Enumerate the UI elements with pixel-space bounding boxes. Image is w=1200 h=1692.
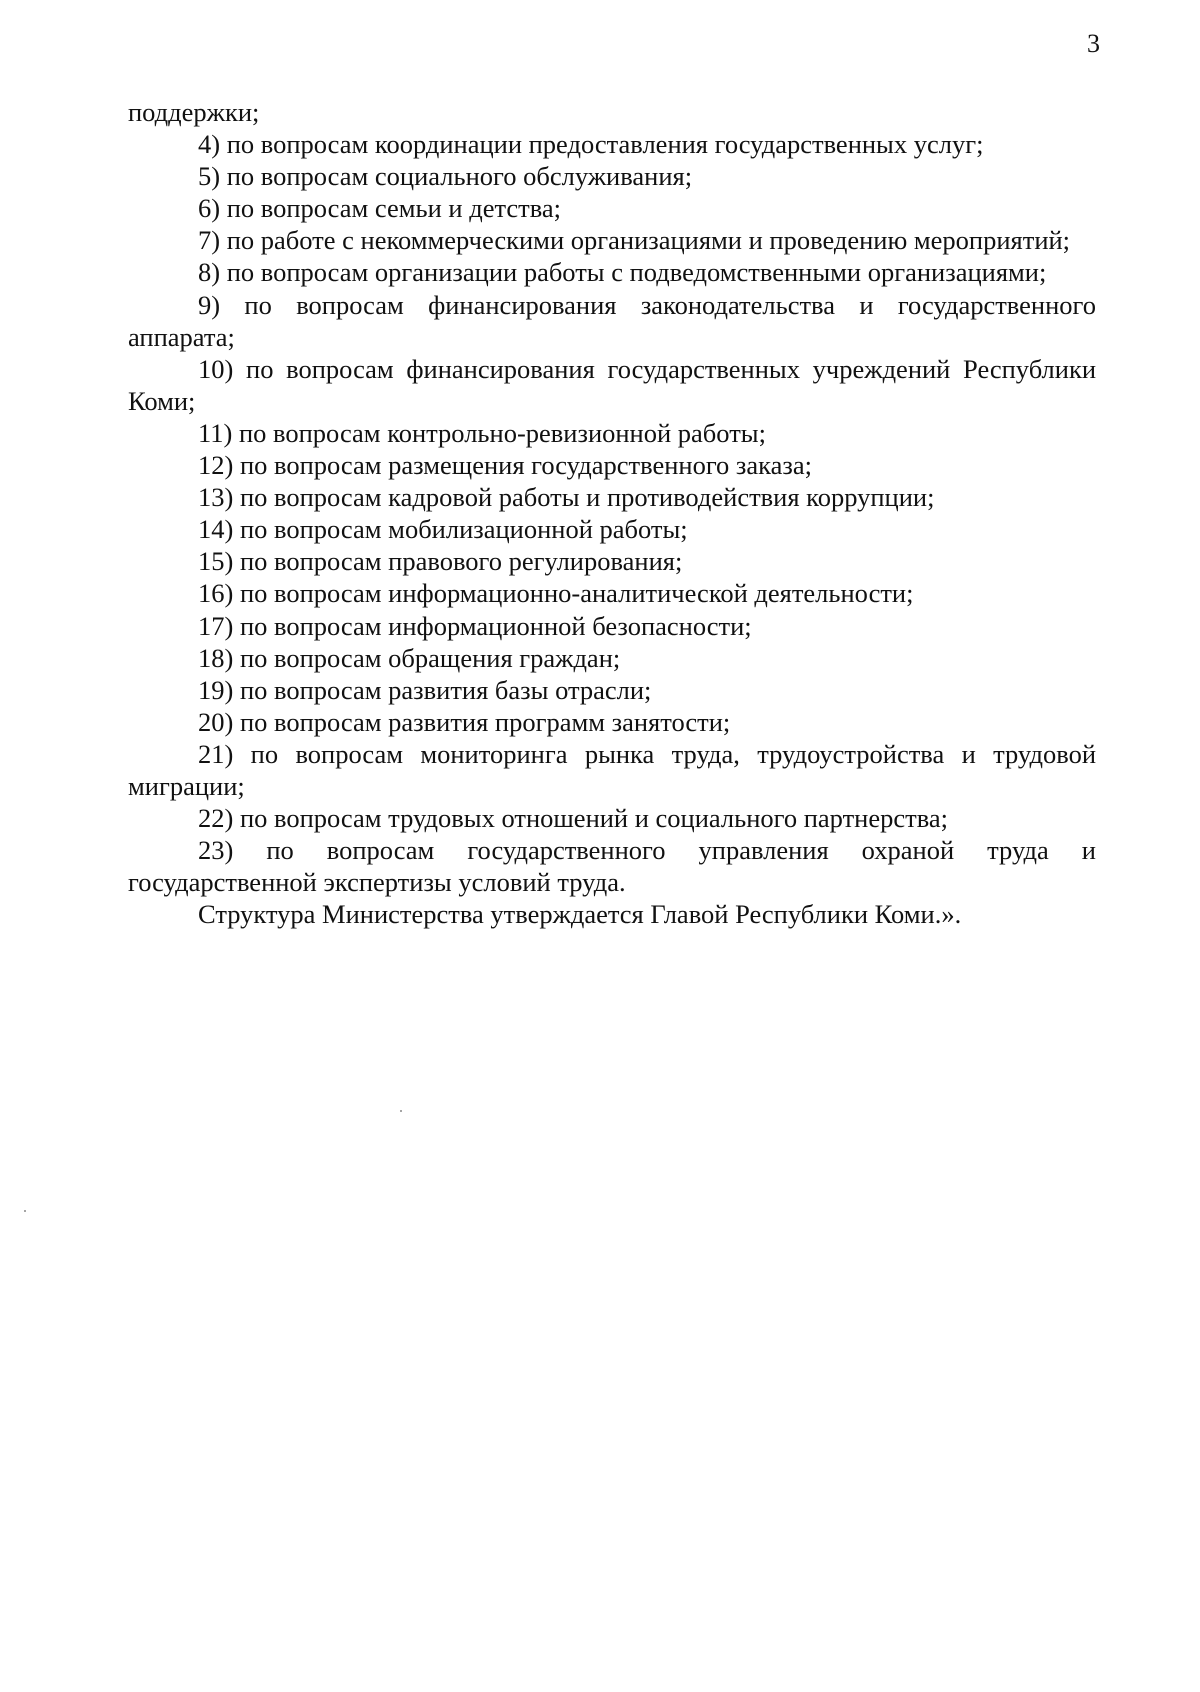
- list-item: 16) по вопросам информационно-аналитической деятельности;: [198, 578, 914, 609]
- list-item: 17) по вопросам информационной безопасности;: [198, 610, 752, 641]
- list-item: 19) по вопросам развития базы отрасли;: [198, 674, 652, 705]
- list-item: 10) по вопросам финансирования государственных учреждений Республики Коми;: [128, 353, 1096, 416]
- list-item: 18) по вопросам обращения граждан;: [198, 642, 621, 673]
- list-item: 15) по вопросам правового регулирования;: [198, 546, 683, 577]
- list-item: 6) по вопросам семьи и детства;: [198, 193, 562, 224]
- page-number: 3: [1087, 29, 1100, 58]
- list-item: 12) по вопросам размещения государственного заказа;: [198, 450, 812, 481]
- list-item: 8) по вопросам организации работы с подведомственными организациями;: [198, 257, 1047, 288]
- list-item: 14) по вопросам мобилизационной работы;: [198, 514, 688, 545]
- closing-sentence: Структура Министерства утверждается Главой Республики Коми.».: [198, 899, 962, 930]
- scan-speck: [400, 1110, 402, 1112]
- list-item: 5) по вопросам социального обслуживания;: [198, 161, 693, 192]
- list-item: 11) по вопросам контрольно-ревизионной работы;: [198, 417, 766, 448]
- list-item: 22) по вопросам трудовых отношений и социального партнерства;: [198, 803, 948, 834]
- list-item: 7) по работе с некоммерческими организациями и проведению мероприятий;: [198, 225, 1071, 256]
- list-item: 21) по вопросам мониторинга рынка труда, трудоустройства и трудовой миграции;: [128, 738, 1096, 801]
- document-body: [128, 96, 1096, 930]
- list-item: 23) по вопросам государственного управления охраной труда и государственной экспертизы условий труда.: [128, 835, 1096, 898]
- continued-line: поддержки;: [128, 97, 260, 127]
- list-item: 9) по вопросам финансирования законодательства и государственного аппарата;: [128, 289, 1096, 352]
- scan-speck: [24, 1210, 26, 1212]
- list-item: 20) по вопросам развития программ занятости;: [198, 706, 731, 737]
- list-item: 13) по вопросам кадровой работы и противодействия коррупции;: [198, 482, 935, 513]
- list-item: 4) по вопросам координации предоставления государственных услуг;: [198, 129, 984, 160]
